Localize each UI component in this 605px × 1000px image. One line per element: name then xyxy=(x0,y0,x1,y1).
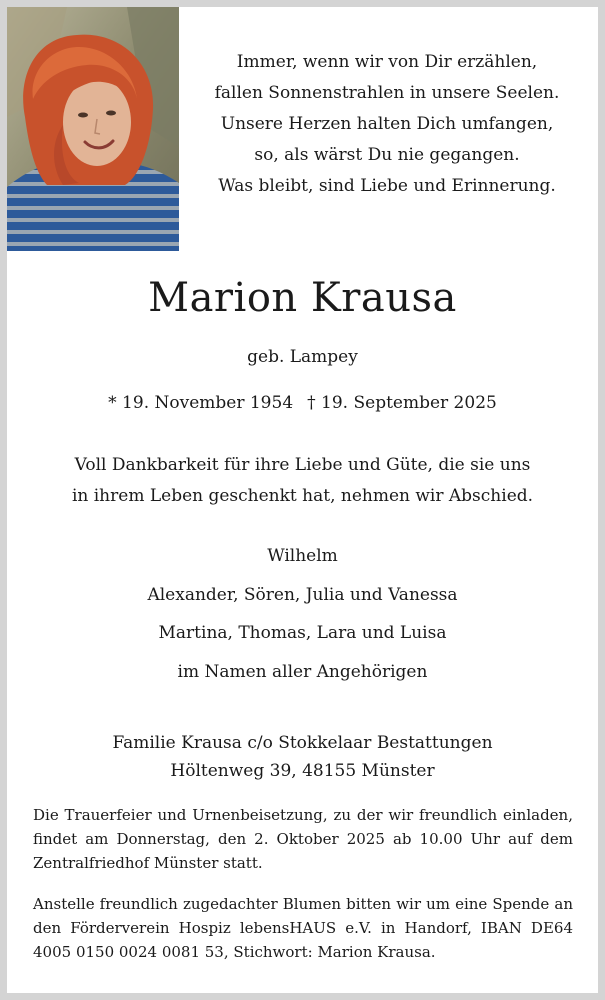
poem-line: so, als wärst Du nie gegangen. xyxy=(254,145,520,165)
life-dates xyxy=(7,393,598,413)
thanks-line: in ihrem Leben geschenkt hat, nehmen wir Abschied. xyxy=(71,486,534,506)
mourners-list xyxy=(7,537,598,691)
contact-line: Höltenweg 39, 48155 Münster xyxy=(170,761,435,781)
mourner-line: Wilhelm xyxy=(267,546,338,566)
portrait-illustration xyxy=(7,7,179,251)
ceremony-text: Die Trauerfeier und Urnenbeisetzung, zu der wir freundlich einladen, findet am Donnerstag, den 2. Oktober 2025 ab 10.00 Uhr auf dem Zentralfriedhof Münster statt. xyxy=(33,806,573,872)
birth-name: geb. Lampey xyxy=(247,347,358,367)
obituary-card xyxy=(7,7,598,993)
thanks-line: Voll Dankbarkeit für ihre Liebe und Güte, die sie uns xyxy=(74,455,531,475)
contact-line: Familie Krausa c/o Stokkelaar Bestattungen xyxy=(112,733,493,753)
thanks-text xyxy=(47,450,558,512)
birth-date: * 19. November 1954 xyxy=(108,393,294,413)
contact-address xyxy=(7,729,598,785)
poem xyxy=(197,47,577,202)
death-date: † 19. September 2025 xyxy=(307,393,497,413)
mourner-line: Alexander, Sören, Julia und Vanessa xyxy=(147,584,458,605)
mourner-line: Martina, Thomas, Lara und Luisa xyxy=(158,623,447,643)
donation-text: Anstelle freundlich zugedachter Blumen bitten wir um eine Spende an den Förderverein Hospiz lebensHAUS e.V. in Handorf, IBAN DE64 4005 0150 0024 0081 53, Stichwort: Marion Krausa. xyxy=(33,895,573,961)
poem-line: Was bleibt, sind Liebe und Erinnerung. xyxy=(218,176,556,196)
poem-line: Unsere Herzen halten Dich umfangen, xyxy=(220,114,554,134)
poem-line: Immer, wenn wir von Dir erzählen, xyxy=(236,52,538,72)
deceased-name: Marion Krausa xyxy=(148,275,457,321)
poem-line: fallen Sonnenstrahlen in unsere Seelen. xyxy=(214,83,560,103)
portrait-photo xyxy=(7,7,179,251)
mourner-line: im Namen aller Angehörigen xyxy=(177,661,428,682)
